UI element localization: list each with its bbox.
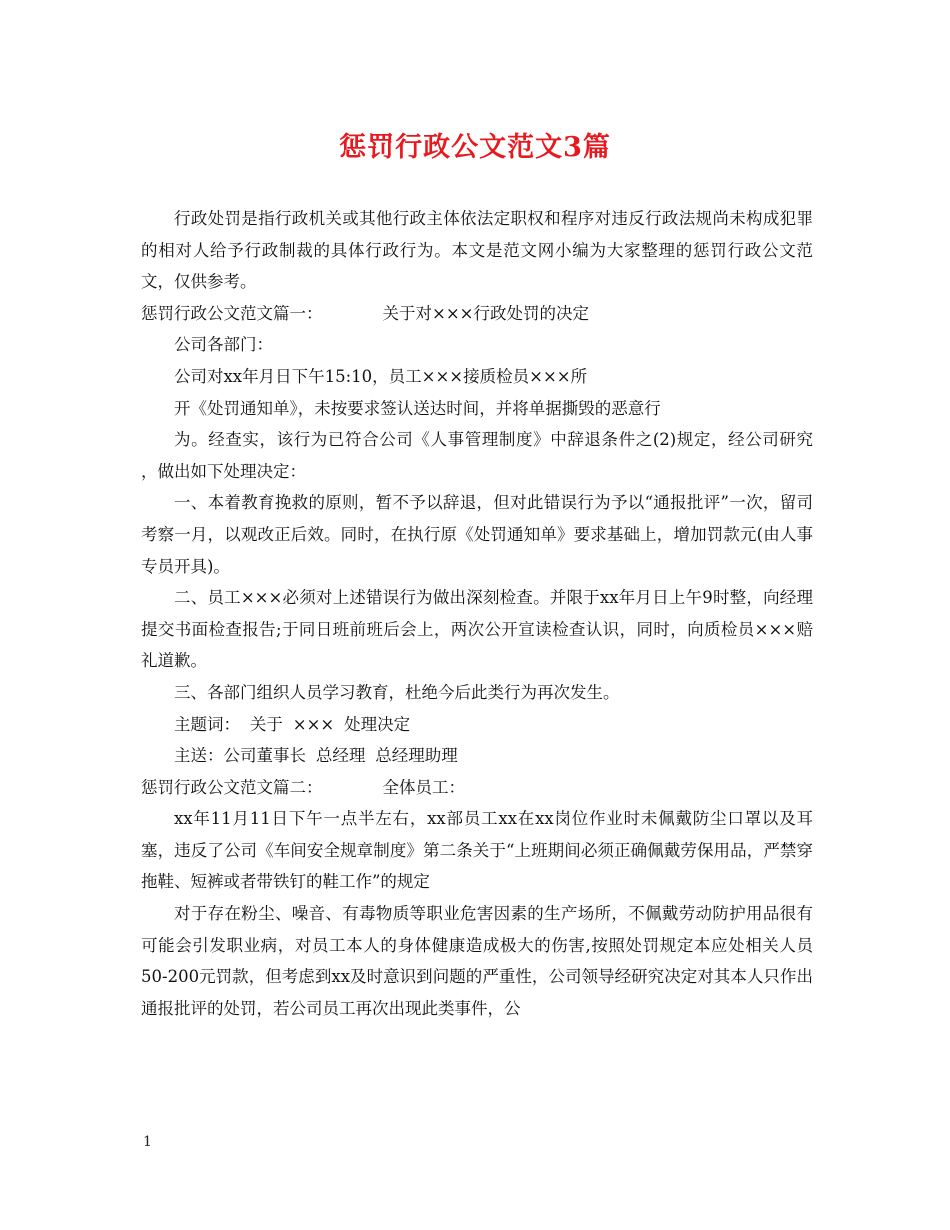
cc-line xyxy=(141,740,813,772)
section2-para1: xx年11月11日下午一点半左右，xx部员工xx在xx岗位作业时未佩戴防尘口罩以及耳塞，违反了公司《车间安全规章制度》第二条关于“上班期间必须正确佩戴劳保用品，严禁穿拖鞋、短裤或者带铁钉的鞋工作”的规定 xyxy=(141,809,813,892)
cc-word-2: 总经理助理 xyxy=(375,746,458,766)
section1-item3: 三、各部门组织人员学习教育，杜绝今后此类行为再次发生。 xyxy=(174,682,620,702)
intro-paragraph: 行政处罚是指行政机关或其他行政主体依法定职权和程序对违反行政法规尚未构成犯罪的相对人给予行政制裁的具体行政行为。本文是范文网小编为大家整理的惩罚行政公文范文，仅供参考。 xyxy=(141,209,813,292)
section1-title: 关于对×××行政处罚的决定 xyxy=(382,303,589,323)
subject-word-2: ××× xyxy=(292,714,335,734)
page-number: 1 xyxy=(143,1134,152,1150)
section1-salutation: 公司各部门： xyxy=(174,335,273,355)
section2-label: 惩罚行政公文范文篇二： xyxy=(141,777,323,797)
section1-line1: 公司对xx年月日下午15:10，员工×××接质检员×××所 xyxy=(174,366,588,386)
document-body xyxy=(141,203,813,1024)
subject-words xyxy=(141,709,813,741)
section1-item1: 一、本着教育挽救的原则，暂不予以辞退，但对此错误行为予以“通报批评”一次，留司考察一月，以观改正后效。同时，在执行原《处罚通知单》要求基础上，增加罚款元(由人事专员开具)。 xyxy=(141,493,813,576)
section1-item2: 二、员工×××必须对上述错误行为做出深刻检查。并限于xx年月日上午9时整，向经理提交书面检查报告;于同日班前班后会上，两次公开宣读检查认识，同时，向质检员×××赔礼道歉。 xyxy=(141,588,813,671)
section1-line2: 开《处罚通知单》，未按要求签认送达时间，并将单据撕毁的恶意行 xyxy=(174,398,661,418)
section1-line3: 为。经查实，该行为已符合公司《人事管理制度》中辞退条件之(2)规定，经公司研究 ，做出如下处理决定： xyxy=(141,430,813,481)
cc-word-1: 总经理 xyxy=(315,746,366,766)
document-title: 惩罚行政公文范文3篇 xyxy=(339,132,611,163)
section2-heading xyxy=(141,772,813,804)
cc-label: 主送：公司董事长 xyxy=(174,746,306,766)
subject-word-1: 关于 xyxy=(249,714,283,734)
section1-label: 惩罚行政公文范文篇一： xyxy=(141,303,323,323)
subject-word-3: 处理决定 xyxy=(344,714,411,734)
subject-label: 主题词： xyxy=(174,714,240,734)
section2-para2: 对于存在粉尘、噪音、有毒物质等职业危害因素的生产场所，不佩戴劳动防护用品很有可能会引发职业病，对员工本人的身体健康造成极大的伤害,按照处罚规定本应处相关人员50-200元罚款，但考虑到xx及时意识到问题的严重性，公司领导经研究决定对其本人只作出通报批评的处罚，若公司员工再次出现此类事件，公 xyxy=(141,904,813,1018)
section1-heading xyxy=(141,298,813,330)
section2-salutation: 全体员工： xyxy=(382,777,465,797)
